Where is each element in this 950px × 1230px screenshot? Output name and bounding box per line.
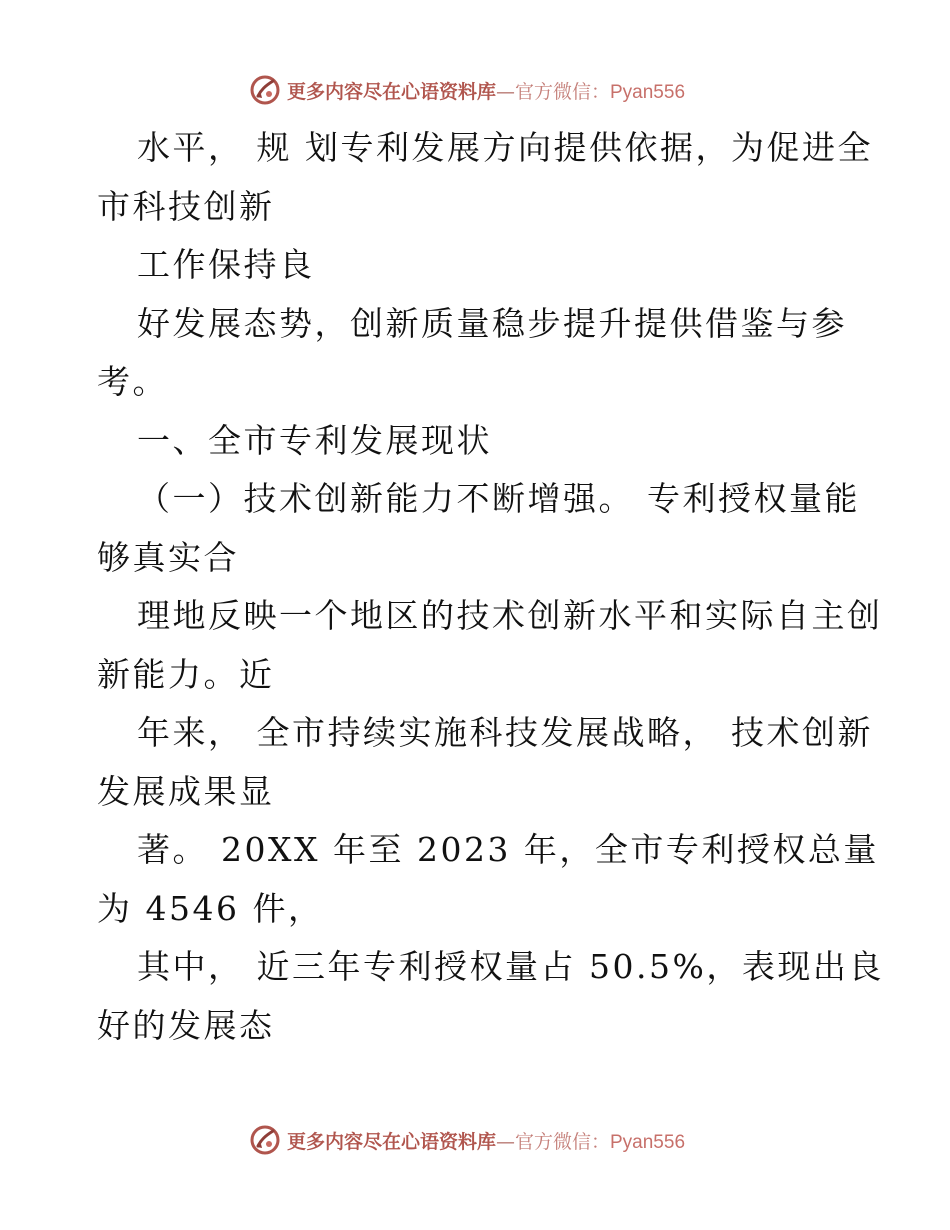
header-banner-content (249, 74, 685, 106)
text-line: 好发展态势，创新质量稳步提升提供借鉴与参 (137, 303, 847, 343)
text-line: 够真实合 (97, 537, 239, 577)
brush-logo-icon (249, 1124, 281, 1156)
brush-logo-icon (249, 74, 281, 106)
text-line: 工作保持良 (137, 245, 315, 284)
header-site-text: 更多内容尽在心语资料库 (286, 80, 496, 103)
header-wechat-id: Pyan556 (610, 81, 686, 103)
text-line: 发展成果显 (97, 771, 275, 811)
footer-banner-text (287, 1127, 685, 1154)
text-line: 为 4546 件， (97, 888, 324, 928)
text-line: 新能力。近 (97, 654, 275, 694)
text-line: 水平， 规 划专利发展方向提供依据，为促进全 (137, 128, 873, 167)
header-dash: — (495, 80, 515, 103)
text-line: 考。 (97, 362, 168, 401)
footer-banner-content (249, 1124, 685, 1156)
header-banner-text (287, 77, 685, 104)
text-line: 市科技创新 (97, 186, 275, 226)
text-line: 理地反映一个地区的技术创新水平和实际自主创 (137, 596, 883, 635)
footer-wechat-id: Pyan556 (610, 1131, 686, 1153)
footer-banner (0, 1120, 950, 1160)
text-line: 年来， 全市持续实施科技发展战略， 技术创新 (137, 713, 873, 752)
text-line: 一、全市专利发展现状 (137, 420, 492, 460)
text-line: 著。 20XX 年至 2023 年，全市专利授权总量 (137, 830, 879, 869)
header-banner (0, 70, 950, 110)
text-line: 好的发展态 (97, 1005, 275, 1045)
text-line: （一）技术创新能力不断增强。 专利授权量能 (137, 479, 860, 518)
header-wechat-label: 官方微信： (514, 80, 610, 103)
document-body (97, 119, 884, 1055)
text-line: 其中， 近三年专利授权量占 50.5%，表现出良 (137, 947, 884, 986)
footer-wechat-label: 官方微信： (514, 1130, 610, 1153)
footer-dash: — (495, 1130, 515, 1153)
footer-site-text: 更多内容尽在心语资料库 (286, 1130, 496, 1153)
